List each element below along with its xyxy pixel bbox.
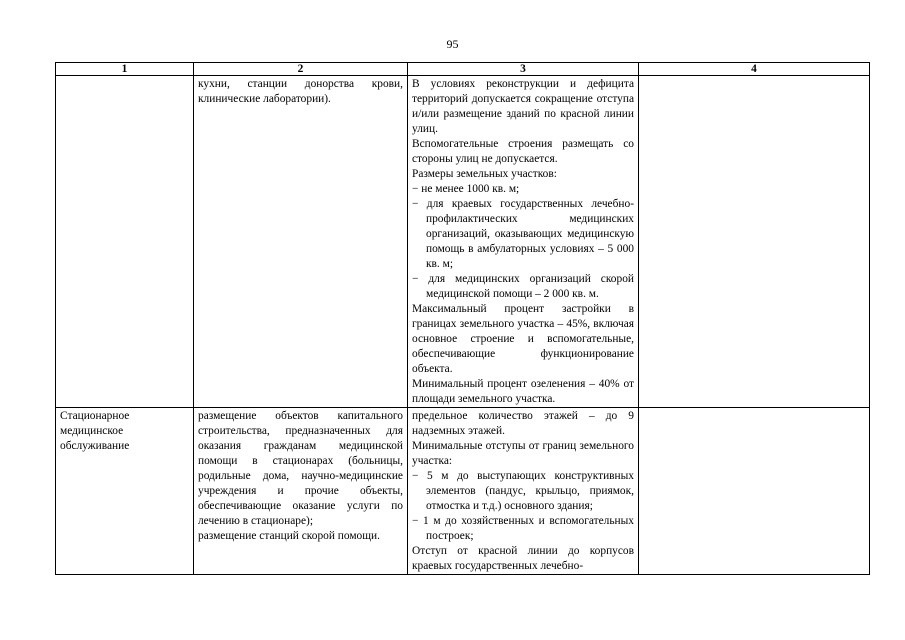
paragraph: предельное количество этажей – до 9 надземных этажей. bbox=[412, 410, 634, 437]
column-header-3: 3 bbox=[408, 63, 639, 76]
paragraph: Отступ от красной линии до корпусов краевых государственных лечебно- bbox=[412, 545, 634, 572]
table-row bbox=[56, 408, 870, 575]
regulations-table bbox=[55, 62, 870, 575]
row2-parameters-cell bbox=[408, 408, 639, 575]
row1-description-cell: кухни, станции донорства крови, клинические лаборатории). bbox=[194, 76, 408, 408]
row2-description-cell bbox=[194, 408, 408, 575]
row2-use-name-cell: Стационарное медицинское обслуживание bbox=[56, 408, 194, 575]
table-row bbox=[56, 76, 870, 408]
paragraph: Минимальный процент озеленения – 40% от площади земельного участка. bbox=[412, 378, 634, 405]
column-header-1: 1 bbox=[56, 63, 194, 76]
paragraph: В условиях реконструкции и дефицита территорий допускается сокращение отступа и/или размещение зданий по красной линии улиц. bbox=[412, 78, 634, 135]
list-item: − для медицинских организаций скорой медицинской помощи – 2 000 кв. м. bbox=[412, 273, 634, 300]
paragraph: размещение станций скорой помощи. bbox=[198, 530, 380, 542]
column-header-2: 2 bbox=[194, 63, 408, 76]
list-item: − для краевых государственных лечебно-профилактических медицинских организаций, оказывающих медицинскую помощь в амбулаторных условиях – 5 000 кв. м; bbox=[412, 198, 634, 270]
row1-use-name-cell bbox=[56, 76, 194, 408]
paragraph: Максимальный процент застройки в границах земельного участка – 45%, включая основное строение и вспомогательные, обеспечивающие функционирование объекта. bbox=[412, 303, 634, 375]
page-number: 95 bbox=[446, 37, 459, 51]
list-item: − 1 м до хозяйственных и вспомогательных построек; bbox=[412, 515, 634, 542]
table-header-row bbox=[56, 63, 870, 76]
list-item: − не менее 1000 кв. м; bbox=[412, 183, 520, 195]
paragraph: Минимальные отступы от границ земельного участка: bbox=[412, 440, 634, 467]
paragraph: Размеры земельных участков: bbox=[412, 168, 557, 180]
paragraph: Вспомогательные строения размещать со стороны улиц не допускается. bbox=[412, 138, 634, 165]
row2-notes-cell bbox=[639, 408, 870, 575]
row1-parameters-cell bbox=[408, 76, 639, 408]
row1-notes-cell bbox=[639, 76, 870, 408]
paragraph: размещение объектов капитального строительства, предназначенных для оказания гражданам медицинской помощи в стационарах (больницы, родильные дома, научно-медицинские учреждения и прочие объекты, обеспечивающие оказание услуги по лечению в стационаре); bbox=[198, 410, 403, 527]
list-item: − 5 м до выступающих конструктивных элементов (пандус, крыльцо, приямок, отмостка и т.д.) основного здания; bbox=[412, 470, 634, 512]
column-header-4: 4 bbox=[639, 63, 870, 76]
